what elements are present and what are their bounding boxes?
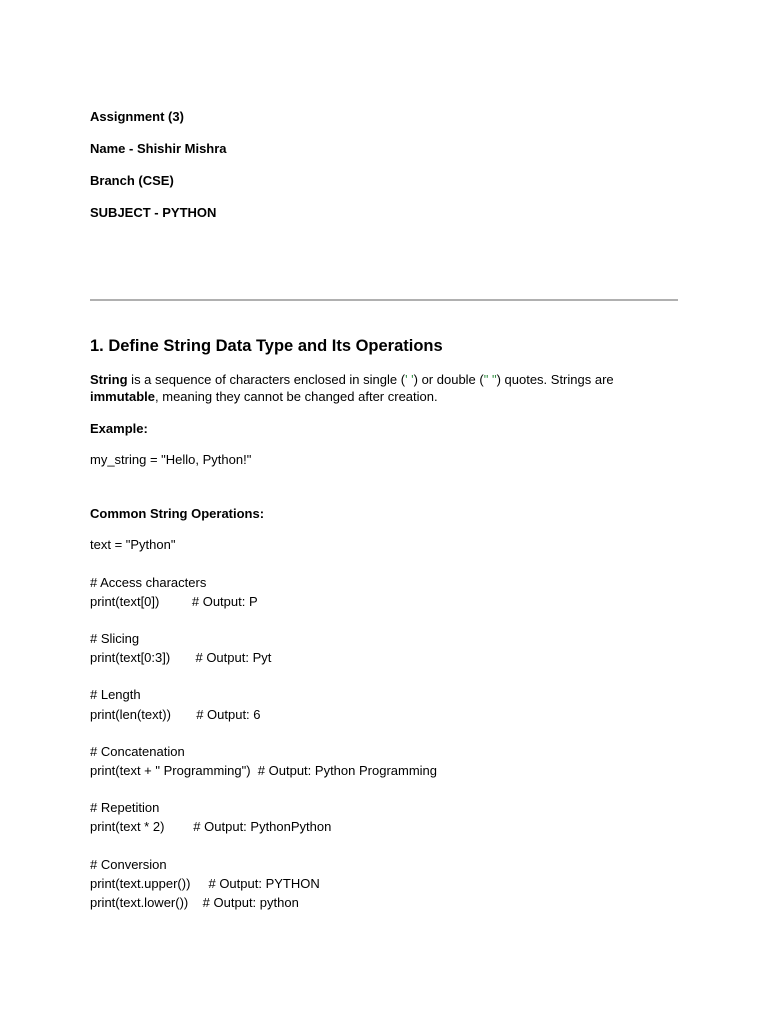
code-line: print(text.upper()) # Output: PYTHON <box>90 876 320 891</box>
string-definition-paragraph <box>90 371 690 405</box>
double-quote-glyph: " " <box>483 372 497 387</box>
code-line: print(text.lower()) # Output: python <box>90 895 299 910</box>
intro-text-1: is a sequence of characters enclosed in single ( <box>127 372 406 387</box>
single-quote-glyph: ' ' <box>405 372 414 387</box>
intro-text-4: , meaning they cannot be changed after creation. <box>155 389 438 404</box>
operations-label: Common String Operations: <box>90 506 265 521</box>
term-string: String <box>90 372 128 387</box>
code-comment: # Length <box>90 687 141 702</box>
term-immutable: immutable <box>90 389 156 404</box>
code-line: print(text + " Programming") # Output: Python Programming <box>90 763 438 778</box>
code-comment: # Slicing <box>90 631 140 646</box>
code-line: print(text[0:3]) # Output: Pyt <box>90 650 272 665</box>
subject-label: SUBJECT - PYTHON <box>90 205 217 220</box>
code-comment: # Concatenation <box>90 744 185 759</box>
code-comment: # Repetition <box>90 800 160 815</box>
code-comment: # Conversion <box>90 857 167 872</box>
section-title: 1. Define String Data Type and Its Operations <box>90 337 443 355</box>
code-comment: # Access characters <box>90 575 207 590</box>
code-line: print(len(text)) # Output: 6 <box>90 707 261 722</box>
intro-text-3: ) quotes. Strings are <box>496 372 614 387</box>
code-line: print(text * 2) # Output: PythonPython <box>90 819 332 834</box>
example-code: my_string = "Hello, Python!" <box>90 452 252 467</box>
code-line: text = "Python" <box>90 537 176 552</box>
assignment-heading: Assignment (3) <box>90 109 184 124</box>
intro-text-2: ) or double ( <box>413 372 484 387</box>
student-name: Name - Shishir Mishra <box>90 141 227 156</box>
code-line: print(text[0]) # Output: P <box>90 594 258 609</box>
example-label: Example: <box>90 421 148 436</box>
horizontal-divider <box>90 299 678 301</box>
branch-label: Branch (CSE) <box>90 173 174 188</box>
